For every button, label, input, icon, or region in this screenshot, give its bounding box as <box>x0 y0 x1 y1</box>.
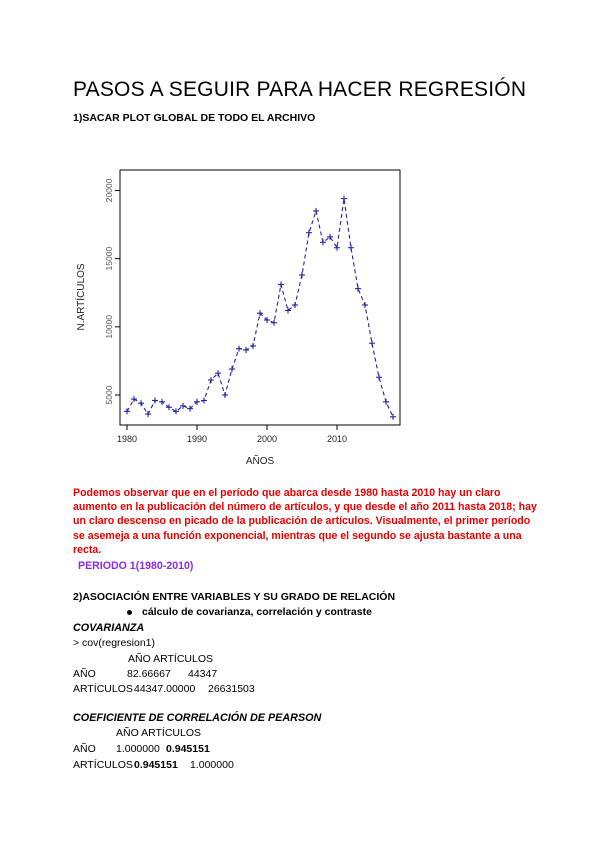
x-tick-label: 2000 <box>256 434 278 444</box>
analysis-paragraph: Podemos observar que en el período que abarca desde 1980 hasta 2010 hay un claro aumento en la publicación del número de artículos, y que desde el año 2011 hasta 2018; hay un claro descenso en picado de la publicación de artículos. Visualmente, el primer período se asemeja a una función exponencial, mientras que el segundo se ajusta bastante a una recta. <box>73 487 537 556</box>
y-axis <box>104 178 120 404</box>
x-tick-label: 1990 <box>186 434 208 444</box>
r-command: > cov(regresion1) <box>73 637 155 649</box>
data-point <box>131 396 137 402</box>
data-point <box>334 245 340 251</box>
covariance-cell: 44347 <box>188 668 218 680</box>
x-axis-label: AÑOS <box>245 456 275 467</box>
pearson-cell: 0.945151 <box>134 759 178 771</box>
line-chart <box>60 150 420 480</box>
covariance-heading: COVARIANZA <box>73 622 145 634</box>
x-tick-label: 2010 <box>326 434 348 444</box>
y-axis-label: N.ARTÍCULOS <box>76 263 87 331</box>
covariance-row-label: ARTÍCULOS <box>73 683 133 695</box>
period-label: PERIODO 1(1980-2010) <box>78 560 194 572</box>
data-point <box>229 366 235 372</box>
x-axis <box>117 425 347 444</box>
data-point <box>208 377 214 383</box>
pearson-heading: COEFICIENTE DE CORRELACIÓN DE PEARSON <box>73 712 322 724</box>
section-heading-association: 2)ASOCIACIÓN ENTRE VARIABLES Y SU GRADO DE RELACIÓN <box>73 591 396 603</box>
bullet-dot <box>127 610 132 615</box>
pearson-row-label: AÑO <box>73 743 96 755</box>
data-point <box>145 411 151 417</box>
bullet-text: cálculo de covarianza, correlación y contraste <box>142 606 372 618</box>
data-point <box>152 397 158 403</box>
data-point <box>159 399 165 405</box>
page-title: PASOS A SEGUIR PARA HACER REGRESIÓN <box>73 78 527 101</box>
y-tick-label: 15000 <box>104 246 114 271</box>
data-point <box>306 230 312 236</box>
covariance-row-label: AÑO <box>73 668 96 680</box>
data-point <box>376 374 382 380</box>
data-point <box>236 346 242 352</box>
data-point <box>355 286 361 292</box>
covariance-cell: 44347.00000 <box>134 683 196 695</box>
data-point <box>222 392 228 398</box>
data-point <box>250 343 256 349</box>
covariance-header: AÑO ARTÍCULOS <box>128 653 213 665</box>
data-point <box>313 208 319 214</box>
section-heading-plot: 1)SACAR PLOT GLOBAL DE TODO EL ARCHIVO <box>73 112 316 124</box>
data-point <box>348 245 354 251</box>
data-point <box>299 272 305 278</box>
covariance-cell: 26631503 <box>208 683 255 695</box>
data-point <box>390 414 396 420</box>
data-point <box>278 282 284 288</box>
data-point <box>138 400 144 406</box>
data-point <box>292 302 298 308</box>
data-point <box>369 340 375 346</box>
data-point <box>362 302 368 308</box>
data-point <box>194 399 200 405</box>
plot-frame <box>120 170 400 425</box>
data-point <box>243 347 249 353</box>
y-tick-label: 20000 <box>104 178 114 203</box>
data-point <box>124 408 130 414</box>
bullet-item <box>127 606 372 618</box>
pearson-cell: 1.000000 <box>116 743 160 755</box>
x-tick-label: 1980 <box>116 434 138 444</box>
pearson-cell: 1.000000 <box>190 759 234 771</box>
pearson-cell: 0.945151 <box>166 743 210 755</box>
data-point <box>383 399 389 405</box>
series-line <box>127 199 393 417</box>
data-point <box>341 196 347 202</box>
data-point <box>271 320 277 326</box>
pearson-row-label: ARTÍCULOS <box>73 759 133 771</box>
y-tick-label: 10000 <box>104 314 114 339</box>
y-tick-label: 5000 <box>104 385 114 405</box>
pearson-header: AÑO ARTÍCULOS <box>116 727 201 739</box>
data-point <box>201 397 207 403</box>
covariance-cell: 82.66667 <box>127 668 171 680</box>
series-markers <box>124 196 396 420</box>
